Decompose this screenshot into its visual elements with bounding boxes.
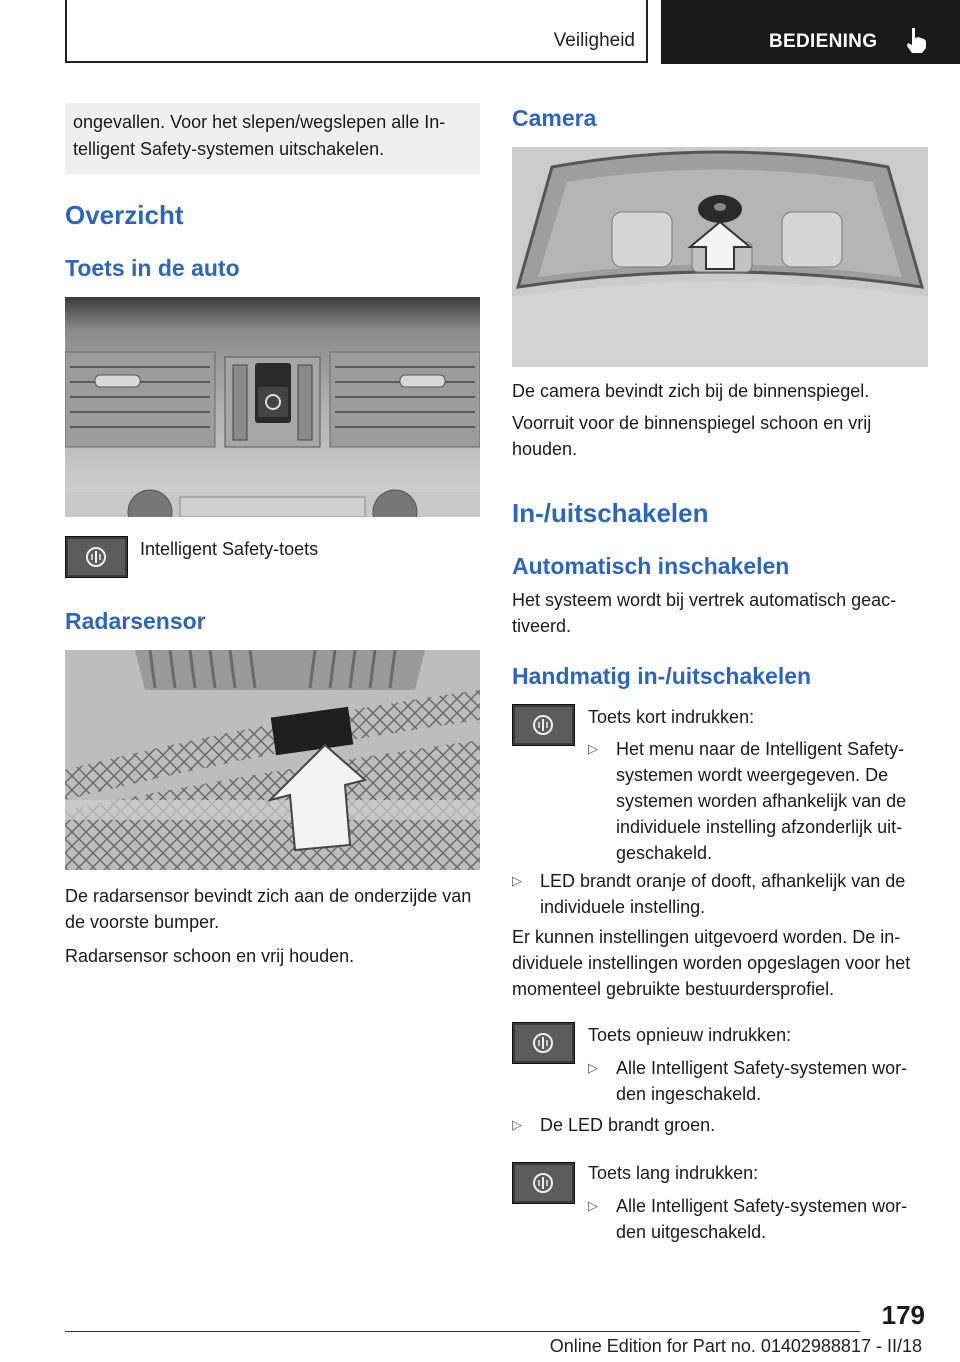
page-number: 179 bbox=[881, 1300, 925, 1330]
heading-button-in-car: Toets in de auto bbox=[65, 255, 240, 281]
intelligent-safety-button-icon bbox=[512, 704, 575, 746]
heading-overview: Overzicht bbox=[65, 200, 184, 230]
triangle-bullet-icon: ▷ bbox=[588, 1198, 598, 1213]
triangle-bullet-icon: ▷ bbox=[512, 1117, 522, 1132]
radar-sensor-image bbox=[65, 650, 480, 870]
heading-on-off: In-/uitschakelen bbox=[512, 498, 709, 528]
camera-paragraph-1: De camera bevindt zich bij de binnenspiegel. bbox=[512, 381, 870, 401]
triangle-bullet-icon: ▷ bbox=[588, 1060, 598, 1075]
dashboard-vents-image bbox=[65, 297, 480, 517]
intelligent-safety-button-icon bbox=[65, 536, 128, 578]
triangle-bullet-icon: ▷ bbox=[588, 741, 598, 756]
footer-edition: Online Edition for Part no. 01402988817 - II/18 bbox=[549, 1336, 922, 1356]
radar-paragraph-2: Radarsensor schoon en vrij houden. bbox=[65, 946, 355, 966]
section-title: Veiligheid bbox=[553, 30, 635, 51]
camera-paragraph-2: Voorruit voor de binnenspiegel schoon en vrij houden. bbox=[512, 413, 872, 459]
press-again-text: Toets opnieuw indrukken: bbox=[588, 1025, 792, 1045]
intro-note: ongevallen. Voor het slepen/wegslepen alle In-telligent Safety-systemen uitschakelen. bbox=[65, 103, 480, 174]
press-long-text: Toets lang indrukken: bbox=[588, 1163, 759, 1183]
heading-manual: Handmatig in-/uitschakelen bbox=[512, 663, 812, 689]
heading-automatic: Automatisch inschakelen bbox=[512, 553, 790, 579]
intelligent-safety-button-icon bbox=[512, 1162, 575, 1204]
pointing-hand-icon bbox=[904, 26, 930, 60]
heading-camera: Camera bbox=[512, 105, 597, 131]
button-caption: Intelligent Safety-toets bbox=[140, 539, 319, 559]
press-short-text: Toets kort indrukken: bbox=[588, 707, 755, 727]
heading-radar-sensor: Radarsensor bbox=[65, 608, 206, 634]
automatic-paragraph: Het systeem wordt bij vertrek automatisch geac-tiveerd. bbox=[512, 590, 897, 636]
settings-paragraph: Er kunnen instellingen uitgevoerd worden. De in-dividuele instellingen worden opgeslagen voor het momenteel gebruikte bestuurdersprofiel. bbox=[512, 927, 911, 999]
radar-paragraph-1: De radarsensor bevindt zich aan de onderzijde van de voorste bumper. bbox=[65, 886, 472, 932]
intelligent-safety-button-icon bbox=[512, 1022, 575, 1064]
triangle-bullet-icon: ▷ bbox=[512, 873, 522, 888]
camera-windshield-image bbox=[512, 147, 928, 367]
chapter-tab[interactable] bbox=[661, 0, 960, 64]
chapter-label: BEDIENING bbox=[769, 31, 878, 52]
footer-divider bbox=[65, 1331, 860, 1332]
